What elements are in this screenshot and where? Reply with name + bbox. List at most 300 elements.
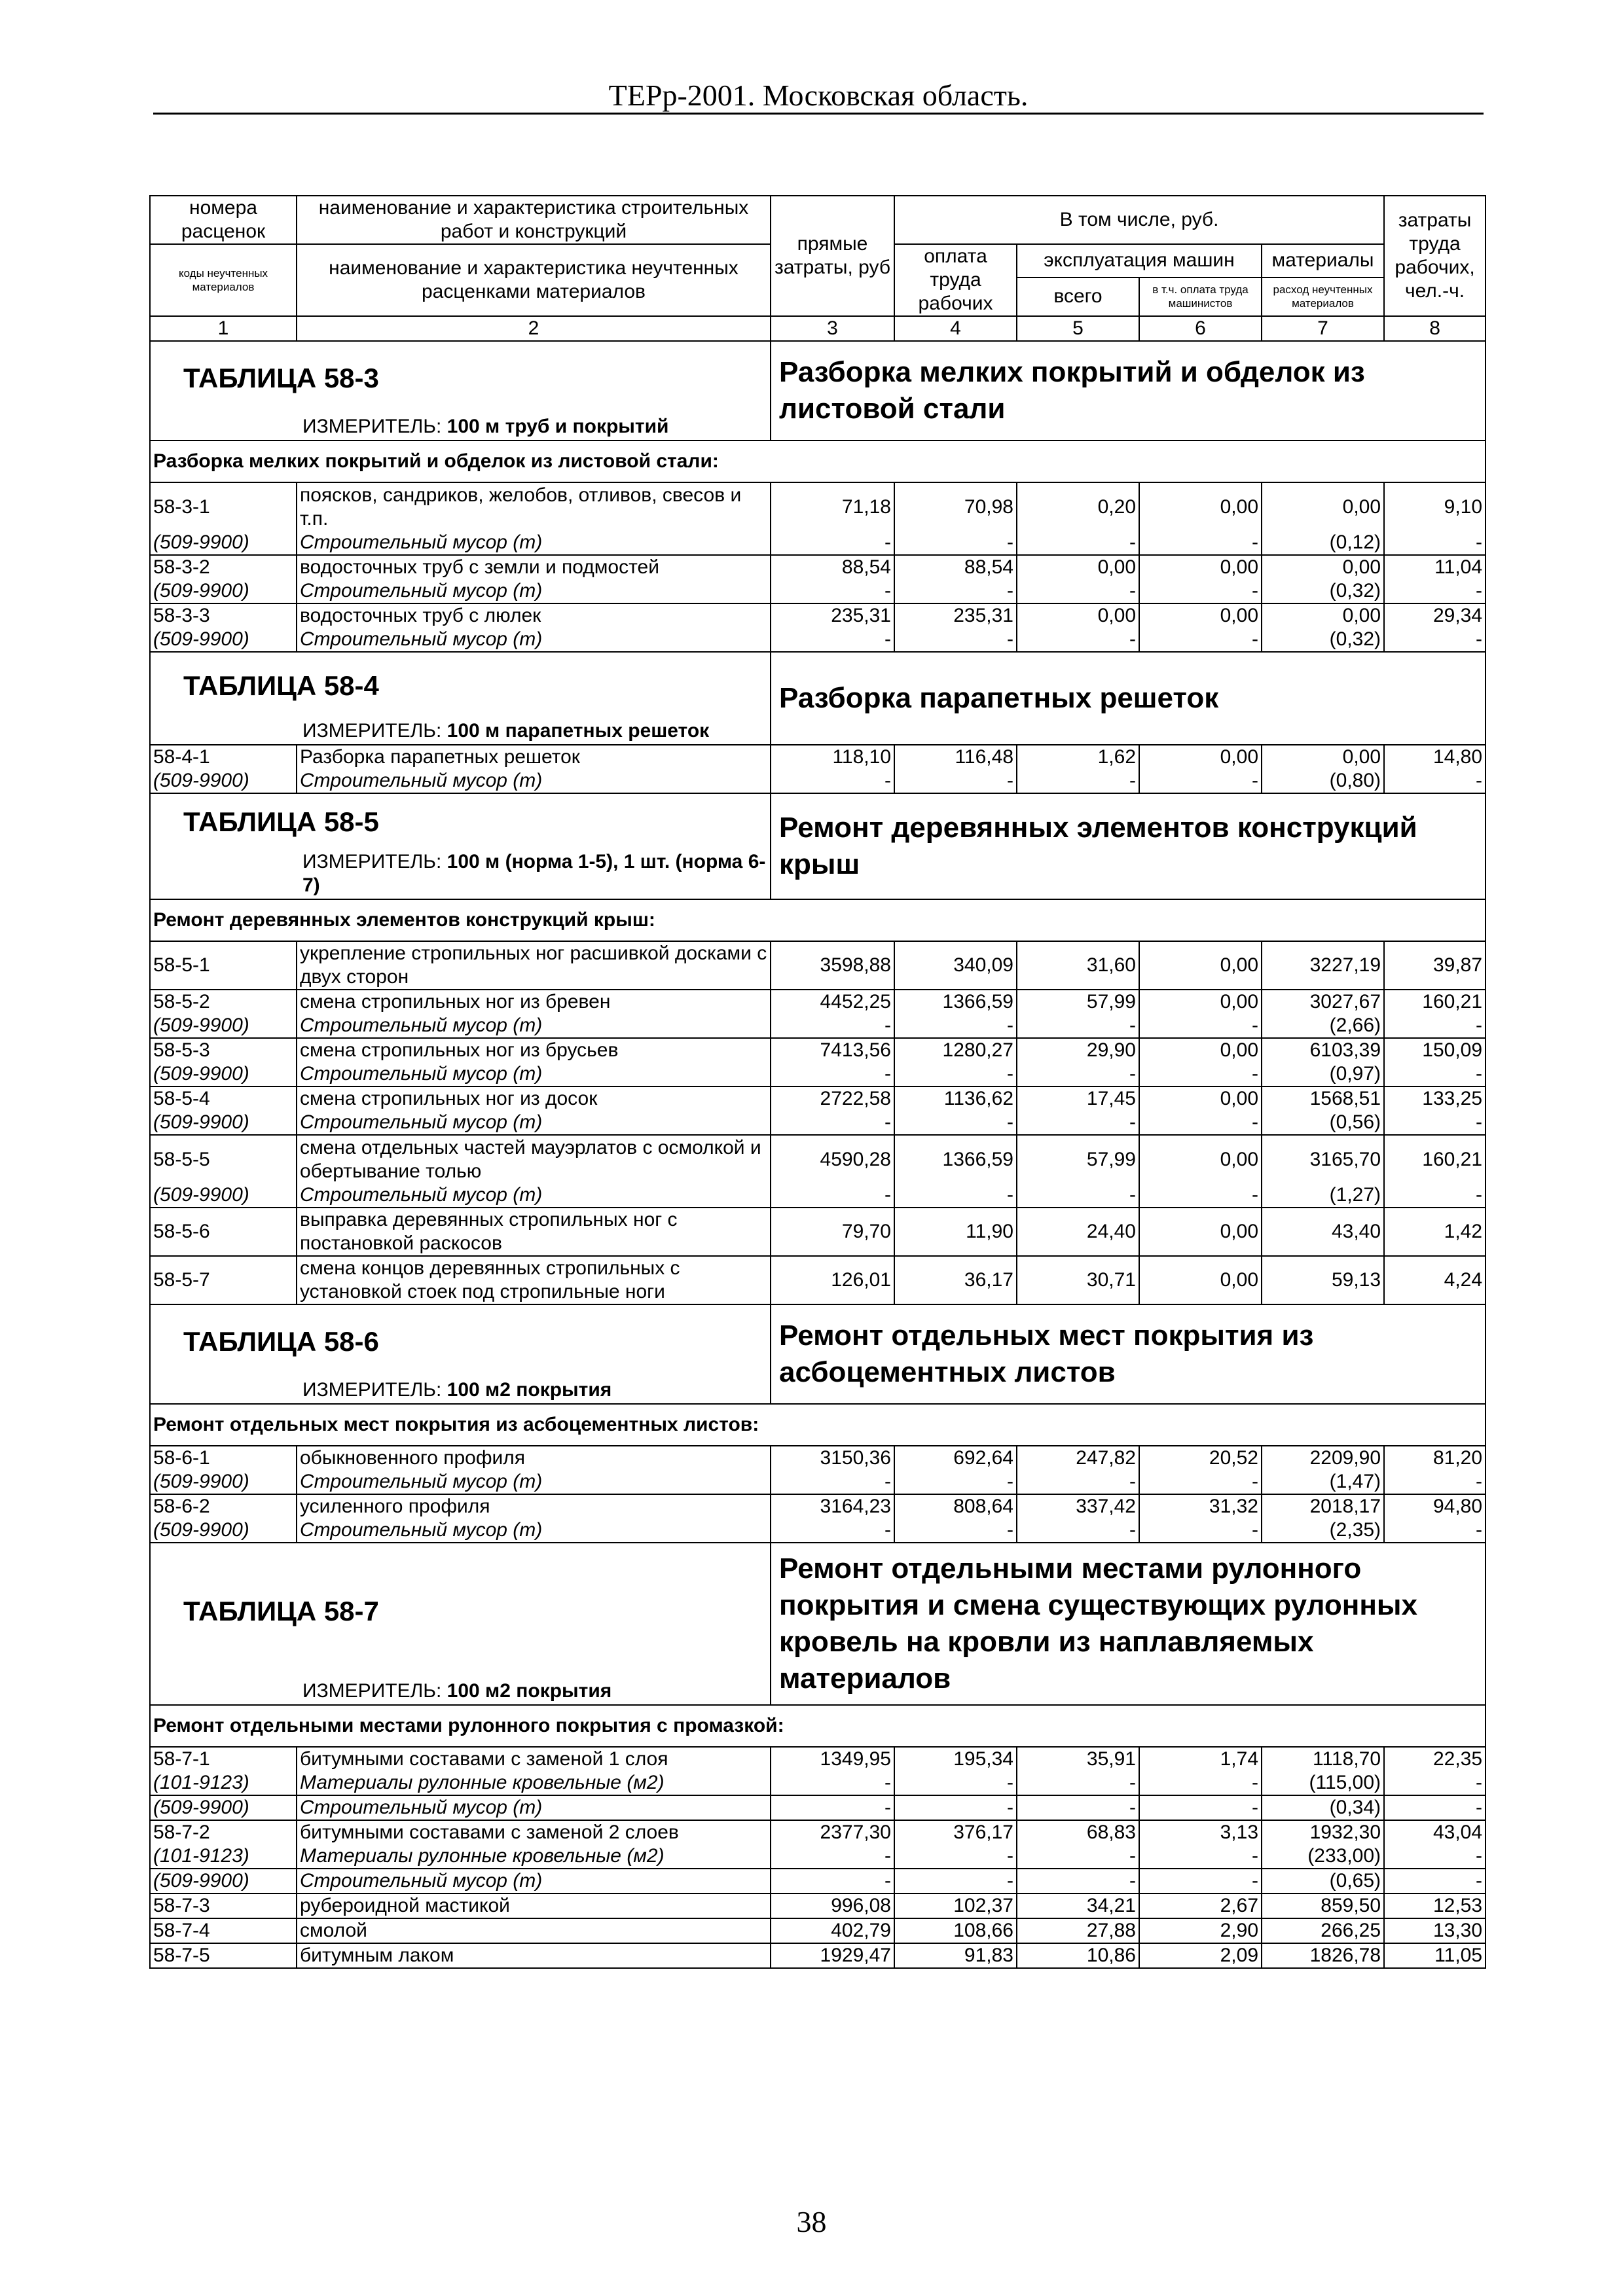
measure-label: ИЗМЕРИТЕЛЬ: [302, 1379, 442, 1401]
machinist-wages: - [1139, 1795, 1262, 1820]
rate-name: Строительный мусор (т) [297, 1183, 771, 1208]
material-costs: 3165,70 [1262, 1135, 1384, 1183]
material-costs: 3027,67 [1262, 990, 1384, 1014]
material-costs: 59,13 [1262, 1256, 1384, 1304]
rate-code: 58-5-1 [150, 941, 297, 990]
rate-row [150, 1086, 1486, 1111]
labor-hours: - [1384, 579, 1486, 603]
rate-code: 58-7-5 [150, 1943, 297, 1968]
material-row [150, 1014, 1486, 1038]
table-note: Ремонт отдельных мест покрытия из асбоцементных листов: [150, 1404, 1486, 1446]
machinist-wages: 0,00 [1139, 990, 1262, 1014]
table-section-title-cell [771, 652, 1486, 745]
rate-code: 58-7-1 [150, 1747, 297, 1771]
labor-hours: 11,05 [1384, 1943, 1486, 1968]
machine-costs: - [1017, 1062, 1139, 1086]
direct-costs: - [771, 1844, 894, 1869]
table-title: Ремонт отдельных мест покрытия из асбоцементных листов [779, 1319, 1314, 1388]
rate-code: (509-9900) [150, 1470, 297, 1494]
rate-row [150, 1893, 1486, 1918]
rate-name: Строительный мусор (т) [297, 531, 771, 555]
rate-name: Строительный мусор (т) [297, 579, 771, 603]
table-section-header [150, 793, 1486, 899]
machine-costs: 29,90 [1017, 1038, 1139, 1062]
machinist-wages: 0,00 [1139, 555, 1262, 579]
column-number: 1 [150, 316, 297, 341]
material-costs: 1826,78 [1262, 1943, 1384, 1968]
rate-code: (509-9900) [150, 769, 297, 793]
wage-costs: 108,66 [894, 1918, 1017, 1943]
page-number: 38 [796, 2205, 827, 2238]
rate-name: Строительный мусор (т) [297, 1470, 771, 1494]
rate-code: (509-9900) [150, 1795, 297, 1820]
rate-code: (509-9900) [150, 1518, 297, 1543]
direct-costs: 4590,28 [771, 1135, 894, 1183]
wage-costs: - [894, 579, 1017, 603]
labor-hours: 22,35 [1384, 1747, 1486, 1771]
rate-name: смена концов деревянных стропильных с установкой стоек под стропильные ноги [297, 1256, 771, 1304]
rate-name: Строительный мусор (т) [297, 1111, 771, 1135]
direct-costs: - [771, 628, 894, 652]
material-costs: 6103,39 [1262, 1038, 1384, 1062]
labor-hours: 160,21 [1384, 1135, 1486, 1183]
machinist-wages: - [1139, 531, 1262, 555]
labor-hours: 29,34 [1384, 603, 1486, 628]
table-number: ТАБЛИЦА 58-3 [183, 363, 379, 393]
machinist-wages: - [1139, 579, 1262, 603]
direct-costs: 88,54 [771, 555, 894, 579]
direct-costs: 1929,47 [771, 1943, 894, 1968]
wage-costs: 88,54 [894, 555, 1017, 579]
machinist-wages: 0,00 [1139, 1256, 1262, 1304]
rate-row [150, 1135, 1486, 1183]
machine-costs: 0,20 [1017, 482, 1139, 531]
material-costs: 859,50 [1262, 1893, 1384, 1918]
table-measure [153, 415, 767, 440]
material-costs: (2,35) [1262, 1518, 1384, 1543]
measure-value: 100 м2 покрытия [447, 1379, 612, 1401]
direct-costs: - [771, 1111, 894, 1135]
labor-hours: - [1384, 1470, 1486, 1494]
rate-code: 58-3-2 [150, 555, 297, 579]
rate-name: водосточных труб с земли и подмостей [297, 555, 771, 579]
direct-costs: 4452,25 [771, 990, 894, 1014]
machinist-wages: 0,00 [1139, 745, 1262, 769]
table-note-row [150, 899, 1486, 941]
table-section-block [153, 1305, 767, 1403]
machine-costs: 34,21 [1017, 1893, 1139, 1918]
rate-code: (101-9123) [150, 1771, 297, 1795]
machine-costs: - [1017, 1470, 1139, 1494]
direct-costs: 71,18 [771, 482, 894, 531]
wage-costs: - [894, 1771, 1017, 1795]
measure-label: ИЗМЕРИТЕЛЬ: [302, 416, 442, 437]
rate-code: (509-9900) [150, 1869, 297, 1893]
rate-name: укрепление стропильных ног расшивкой досками с двух сторон [297, 941, 771, 990]
labor-hours: 133,25 [1384, 1086, 1486, 1111]
measure-label: ИЗМЕРИТЕЛЬ: [302, 1680, 442, 1702]
table-section-block [153, 794, 767, 899]
table-note-row [150, 1705, 1486, 1747]
column-number: 2 [297, 316, 771, 341]
table-measure [153, 1378, 767, 1403]
direct-costs: 996,08 [771, 1893, 894, 1918]
wage-costs: 340,09 [894, 941, 1017, 990]
machine-costs: - [1017, 769, 1139, 793]
wage-costs: - [894, 1062, 1017, 1086]
direct-costs: 3598,88 [771, 941, 894, 990]
material-costs: (2,66) [1262, 1014, 1384, 1038]
machine-costs: - [1017, 628, 1139, 652]
rate-name: Строительный мусор (т) [297, 628, 771, 652]
table-section-id-cell [150, 1304, 771, 1404]
table-title: Ремонт отдельными местами рулонного покрытия и смена существующих рулонных кровель на кровли из наплавляемых материалов [779, 1552, 1417, 1695]
machine-costs: 35,91 [1017, 1747, 1139, 1771]
labor-hours: 9,10 [1384, 482, 1486, 531]
material-costs: (0,97) [1262, 1062, 1384, 1086]
rate-row [150, 1446, 1486, 1470]
header-rule [153, 113, 1484, 115]
table-section-block [153, 653, 767, 744]
labor-hours: 1,42 [1384, 1208, 1486, 1256]
rate-code: 58-3-1 [150, 482, 297, 531]
labor-hours: - [1384, 769, 1486, 793]
labor-hours: - [1384, 628, 1486, 652]
table-section-id-cell [150, 652, 771, 745]
table-section-title-cell [771, 1543, 1486, 1705]
rate-row [150, 745, 1486, 769]
machinist-wages: - [1139, 1869, 1262, 1893]
rate-code: 58-5-3 [150, 1038, 297, 1062]
rate-row [150, 1038, 1486, 1062]
machinist-wages: - [1139, 1518, 1262, 1543]
machinist-wages: - [1139, 1771, 1262, 1795]
wage-costs: - [894, 1795, 1017, 1820]
rate-row [150, 1918, 1486, 1943]
machine-costs: - [1017, 531, 1139, 555]
material-row [150, 1771, 1486, 1795]
rate-name: смолой [297, 1918, 771, 1943]
labor-hours: - [1384, 531, 1486, 555]
column-number: 3 [771, 316, 894, 341]
table-section-title-cell [771, 793, 1486, 899]
direct-costs: - [771, 1014, 894, 1038]
machinist-wages: 0,00 [1139, 1208, 1262, 1256]
header-labor-costs: затраты труда рабочих, чел.-ч. [1384, 196, 1486, 316]
rate-row [150, 1494, 1486, 1518]
rate-name: смена отдельных частей мауэрлатов с осмолкой и обертывание толью [297, 1135, 771, 1183]
rate-name: поясков, сандриков, желобов, отливов, свесов и т.п. [297, 482, 771, 531]
column-number: 6 [1139, 316, 1262, 341]
rate-name: Строительный мусор (т) [297, 1014, 771, 1038]
direct-costs: - [771, 1470, 894, 1494]
material-costs: (1,27) [1262, 1183, 1384, 1208]
material-costs: (0,32) [1262, 579, 1384, 603]
wage-costs: 116,48 [894, 745, 1017, 769]
labor-hours: - [1384, 1795, 1486, 1820]
table-number: ТАБЛИЦА 58-5 [183, 806, 379, 837]
rate-row [150, 1747, 1486, 1771]
machinist-wages: 0,00 [1139, 941, 1262, 990]
machinist-wages: 0,00 [1139, 1135, 1262, 1183]
direct-costs: 3164,23 [771, 1494, 894, 1518]
table-measure [153, 850, 767, 899]
material-costs: (0,65) [1262, 1869, 1384, 1893]
material-costs: 0,00 [1262, 745, 1384, 769]
material-costs: (0,56) [1262, 1111, 1384, 1135]
direct-costs: 126,01 [771, 1256, 894, 1304]
material-row [150, 769, 1486, 793]
rate-name: Разборка парапетных решеток [297, 745, 771, 769]
table-number: ТАБЛИЦА 58-6 [183, 1326, 379, 1357]
direct-costs: 3150,36 [771, 1446, 894, 1470]
table-section-id-cell [150, 1543, 771, 1705]
material-costs: (0,34) [1262, 1795, 1384, 1820]
direct-costs: 2377,30 [771, 1820, 894, 1844]
running-head: ТЕРр-2001. Московская область. [608, 79, 1029, 112]
wage-costs: 1366,59 [894, 1135, 1017, 1183]
wage-costs: - [894, 1518, 1017, 1543]
wage-costs: - [894, 1183, 1017, 1208]
table-section-block [153, 342, 767, 440]
direct-costs: 2722,58 [771, 1086, 894, 1111]
wage-costs: - [894, 1869, 1017, 1893]
wage-costs: 235,31 [894, 603, 1017, 628]
machine-costs: 24,40 [1017, 1208, 1139, 1256]
machine-costs: 17,45 [1017, 1086, 1139, 1111]
header-rate-numbers: номера расценок [150, 196, 297, 244]
rate-code: 58-5-4 [150, 1086, 297, 1111]
table-note-row [150, 440, 1486, 482]
wage-costs: 70,98 [894, 482, 1017, 531]
machine-costs: - [1017, 1869, 1139, 1893]
material-costs: (0,80) [1262, 769, 1384, 793]
wage-costs: 36,17 [894, 1256, 1017, 1304]
machine-costs: 10,86 [1017, 1943, 1139, 1968]
material-row [150, 1470, 1486, 1494]
wage-costs: - [894, 531, 1017, 555]
rates-table [149, 195, 1486, 1969]
material-costs: 0,00 [1262, 482, 1384, 531]
column-number: 4 [894, 316, 1017, 341]
table-measure [153, 1679, 767, 1704]
table-section-id-cell [150, 341, 771, 440]
wage-costs: 91,83 [894, 1943, 1017, 1968]
table-number: ТАБЛИЦА 58-4 [183, 670, 379, 701]
labor-hours: - [1384, 1869, 1486, 1893]
labor-hours: 13,30 [1384, 1918, 1486, 1943]
wage-costs: 102,37 [894, 1893, 1017, 1918]
rate-code: 58-7-3 [150, 1893, 297, 1918]
rate-row [150, 1820, 1486, 1844]
rate-code: (509-9900) [150, 1111, 297, 1135]
labor-hours: - [1384, 1518, 1486, 1543]
table-section-header [150, 1543, 1486, 1705]
material-row [150, 1844, 1486, 1869]
machinist-wages: 0,00 [1139, 1086, 1262, 1111]
machine-costs: 27,88 [1017, 1918, 1139, 1943]
machinist-wages: 2,09 [1139, 1943, 1262, 1968]
rate-code: (509-9900) [150, 1183, 297, 1208]
rate-code: 58-4-1 [150, 745, 297, 769]
table-section-title-cell [771, 341, 1486, 440]
material-row [150, 1869, 1486, 1893]
direct-costs: - [771, 1795, 894, 1820]
rate-code: 58-7-2 [150, 1820, 297, 1844]
wage-costs: - [894, 769, 1017, 793]
header-including: В том числе, руб. [894, 196, 1384, 244]
table-title: Разборка мелких покрытий и обделок из листовой стали [779, 356, 1365, 425]
rate-code: 58-5-6 [150, 1208, 297, 1256]
table-title: Ремонт деревянных элементов конструкций крыш [779, 812, 1417, 880]
material-row [150, 579, 1486, 603]
header-work-name: наименование и характеристика строительных работ и конструкций [297, 196, 771, 244]
machinist-wages: 1,74 [1139, 1747, 1262, 1771]
rate-code: (101-9123) [150, 1844, 297, 1869]
machine-costs: - [1017, 1518, 1139, 1543]
labor-hours: 4,24 [1384, 1256, 1486, 1304]
machinist-wages: - [1139, 1844, 1262, 1869]
material-costs: 2018,17 [1262, 1494, 1384, 1518]
labor-hours: 160,21 [1384, 990, 1486, 1014]
labor-hours: - [1384, 1771, 1486, 1795]
machinist-wages: 3,13 [1139, 1820, 1262, 1844]
rate-code: 58-5-7 [150, 1256, 297, 1304]
wage-costs: - [894, 628, 1017, 652]
labor-hours: 94,80 [1384, 1494, 1486, 1518]
material-costs: (1,47) [1262, 1470, 1384, 1494]
material-row [150, 1795, 1486, 1820]
rate-code: 58-5-5 [150, 1135, 297, 1183]
table-note: Ремонт отдельными местами рулонного покрытия с промазкой: [150, 1705, 1486, 1747]
rate-row [150, 603, 1486, 628]
material-costs: (0,32) [1262, 628, 1384, 652]
machine-costs: 1,62 [1017, 745, 1139, 769]
table-section-title-cell [771, 1304, 1486, 1404]
material-costs: 0,00 [1262, 555, 1384, 579]
measure-value: 100 м труб и покрытий [447, 416, 669, 437]
rate-name: смена стропильных ног из бревен [297, 990, 771, 1014]
rate-code: (509-9900) [150, 1014, 297, 1038]
machinist-wages: - [1139, 1470, 1262, 1494]
rate-code: 58-3-3 [150, 603, 297, 628]
machine-costs: 68,83 [1017, 1820, 1139, 1844]
machinist-wages: 0,00 [1139, 482, 1262, 531]
material-costs: 0,00 [1262, 603, 1384, 628]
material-costs: 1118,70 [1262, 1747, 1384, 1771]
rate-name: Строительный мусор (т) [297, 1518, 771, 1543]
rate-name: смена стропильных ног из досок [297, 1086, 771, 1111]
wage-costs: 1136,62 [894, 1086, 1017, 1111]
wage-costs: - [894, 1470, 1017, 1494]
direct-costs: - [771, 1869, 894, 1893]
machinist-wages: - [1139, 1014, 1262, 1038]
wage-costs: 376,17 [894, 1820, 1017, 1844]
machinist-wages: 0,00 [1139, 603, 1262, 628]
measure-value: 100 м2 покрытия [447, 1680, 612, 1702]
machinist-wages: - [1139, 769, 1262, 793]
wage-costs: 808,64 [894, 1494, 1017, 1518]
direct-costs: 402,79 [771, 1918, 894, 1943]
material-row [150, 628, 1486, 652]
machinist-wages: 0,00 [1139, 1038, 1262, 1062]
direct-costs: - [771, 1062, 894, 1086]
rate-name: водосточных труб с люлек [297, 603, 771, 628]
measure-label: ИЗМЕРИТЕЛЬ: [302, 851, 442, 872]
table-section-header [150, 652, 1486, 745]
machinist-wages: - [1139, 1062, 1262, 1086]
machinist-wages: 31,32 [1139, 1494, 1262, 1518]
table-section-header [150, 1304, 1486, 1404]
measure-value: 100 м (норма 1-5), 1 шт. (норма 6-7) [302, 851, 766, 896]
machine-costs: 337,42 [1017, 1494, 1139, 1518]
material-row [150, 1062, 1486, 1086]
labor-hours: 11,04 [1384, 555, 1486, 579]
machinist-wages: - [1139, 1111, 1262, 1135]
rate-name: рубероидной мастикой [297, 1893, 771, 1918]
labor-hours: - [1384, 1111, 1486, 1135]
rate-code: 58-6-1 [150, 1446, 297, 1470]
wage-costs: 692,64 [894, 1446, 1017, 1470]
machine-costs: 0,00 [1017, 555, 1139, 579]
rate-code: 58-7-4 [150, 1918, 297, 1943]
header-machinist-wages: в т.ч. оплата труда машинистов [1139, 278, 1262, 316]
rate-row [150, 990, 1486, 1014]
header-direct-costs: прямые затраты, руб [771, 196, 894, 316]
measure-label: ИЗМЕРИТЕЛЬ: [302, 720, 442, 742]
direct-costs: 118,10 [771, 745, 894, 769]
header-wages: оплата труда рабочих [894, 244, 1017, 316]
wage-costs: 11,90 [894, 1208, 1017, 1256]
wage-costs: 1280,27 [894, 1038, 1017, 1062]
rate-row [150, 555, 1486, 579]
machine-costs: 57,99 [1017, 990, 1139, 1014]
machine-costs: - [1017, 1795, 1139, 1820]
labor-hours: - [1384, 1183, 1486, 1208]
table-title: Разборка парапетных решеток [779, 682, 1219, 714]
wage-costs: 1366,59 [894, 990, 1017, 1014]
table-note: Разборка мелких покрытий и обделок из листовой стали: [150, 440, 1486, 482]
labor-hours: 81,20 [1384, 1446, 1486, 1470]
wage-costs: - [894, 1111, 1017, 1135]
rate-code: 58-5-2 [150, 990, 297, 1014]
rate-code: (509-9900) [150, 628, 297, 652]
column-number: 5 [1017, 316, 1139, 341]
material-costs: (115,00) [1262, 1771, 1384, 1795]
rate-row [150, 482, 1486, 531]
header-material-name: наименование и характеристика неучтенных расценками материалов [297, 244, 771, 316]
table-section-block [153, 1543, 767, 1704]
labor-hours: 43,04 [1384, 1820, 1486, 1844]
header-material-consumption: расход неучтенных материалов [1262, 278, 1384, 316]
labor-hours: 12,53 [1384, 1893, 1486, 1918]
material-row [150, 1111, 1486, 1135]
machine-costs: - [1017, 1111, 1139, 1135]
material-costs: 1932,30 [1262, 1820, 1384, 1844]
header-machines-total: всего [1017, 278, 1139, 316]
rate-name: усиленного профиля [297, 1494, 771, 1518]
column-number: 8 [1384, 316, 1486, 341]
table-measure [153, 719, 767, 744]
labor-hours: - [1384, 1062, 1486, 1086]
direct-costs: 79,70 [771, 1208, 894, 1256]
rate-row [150, 1943, 1486, 1968]
wage-costs: - [894, 1844, 1017, 1869]
table-section-id-cell [150, 793, 771, 899]
rate-row [150, 1256, 1486, 1304]
material-row [150, 531, 1486, 555]
table-number: ТАБЛИЦА 58-7 [183, 1596, 379, 1626]
